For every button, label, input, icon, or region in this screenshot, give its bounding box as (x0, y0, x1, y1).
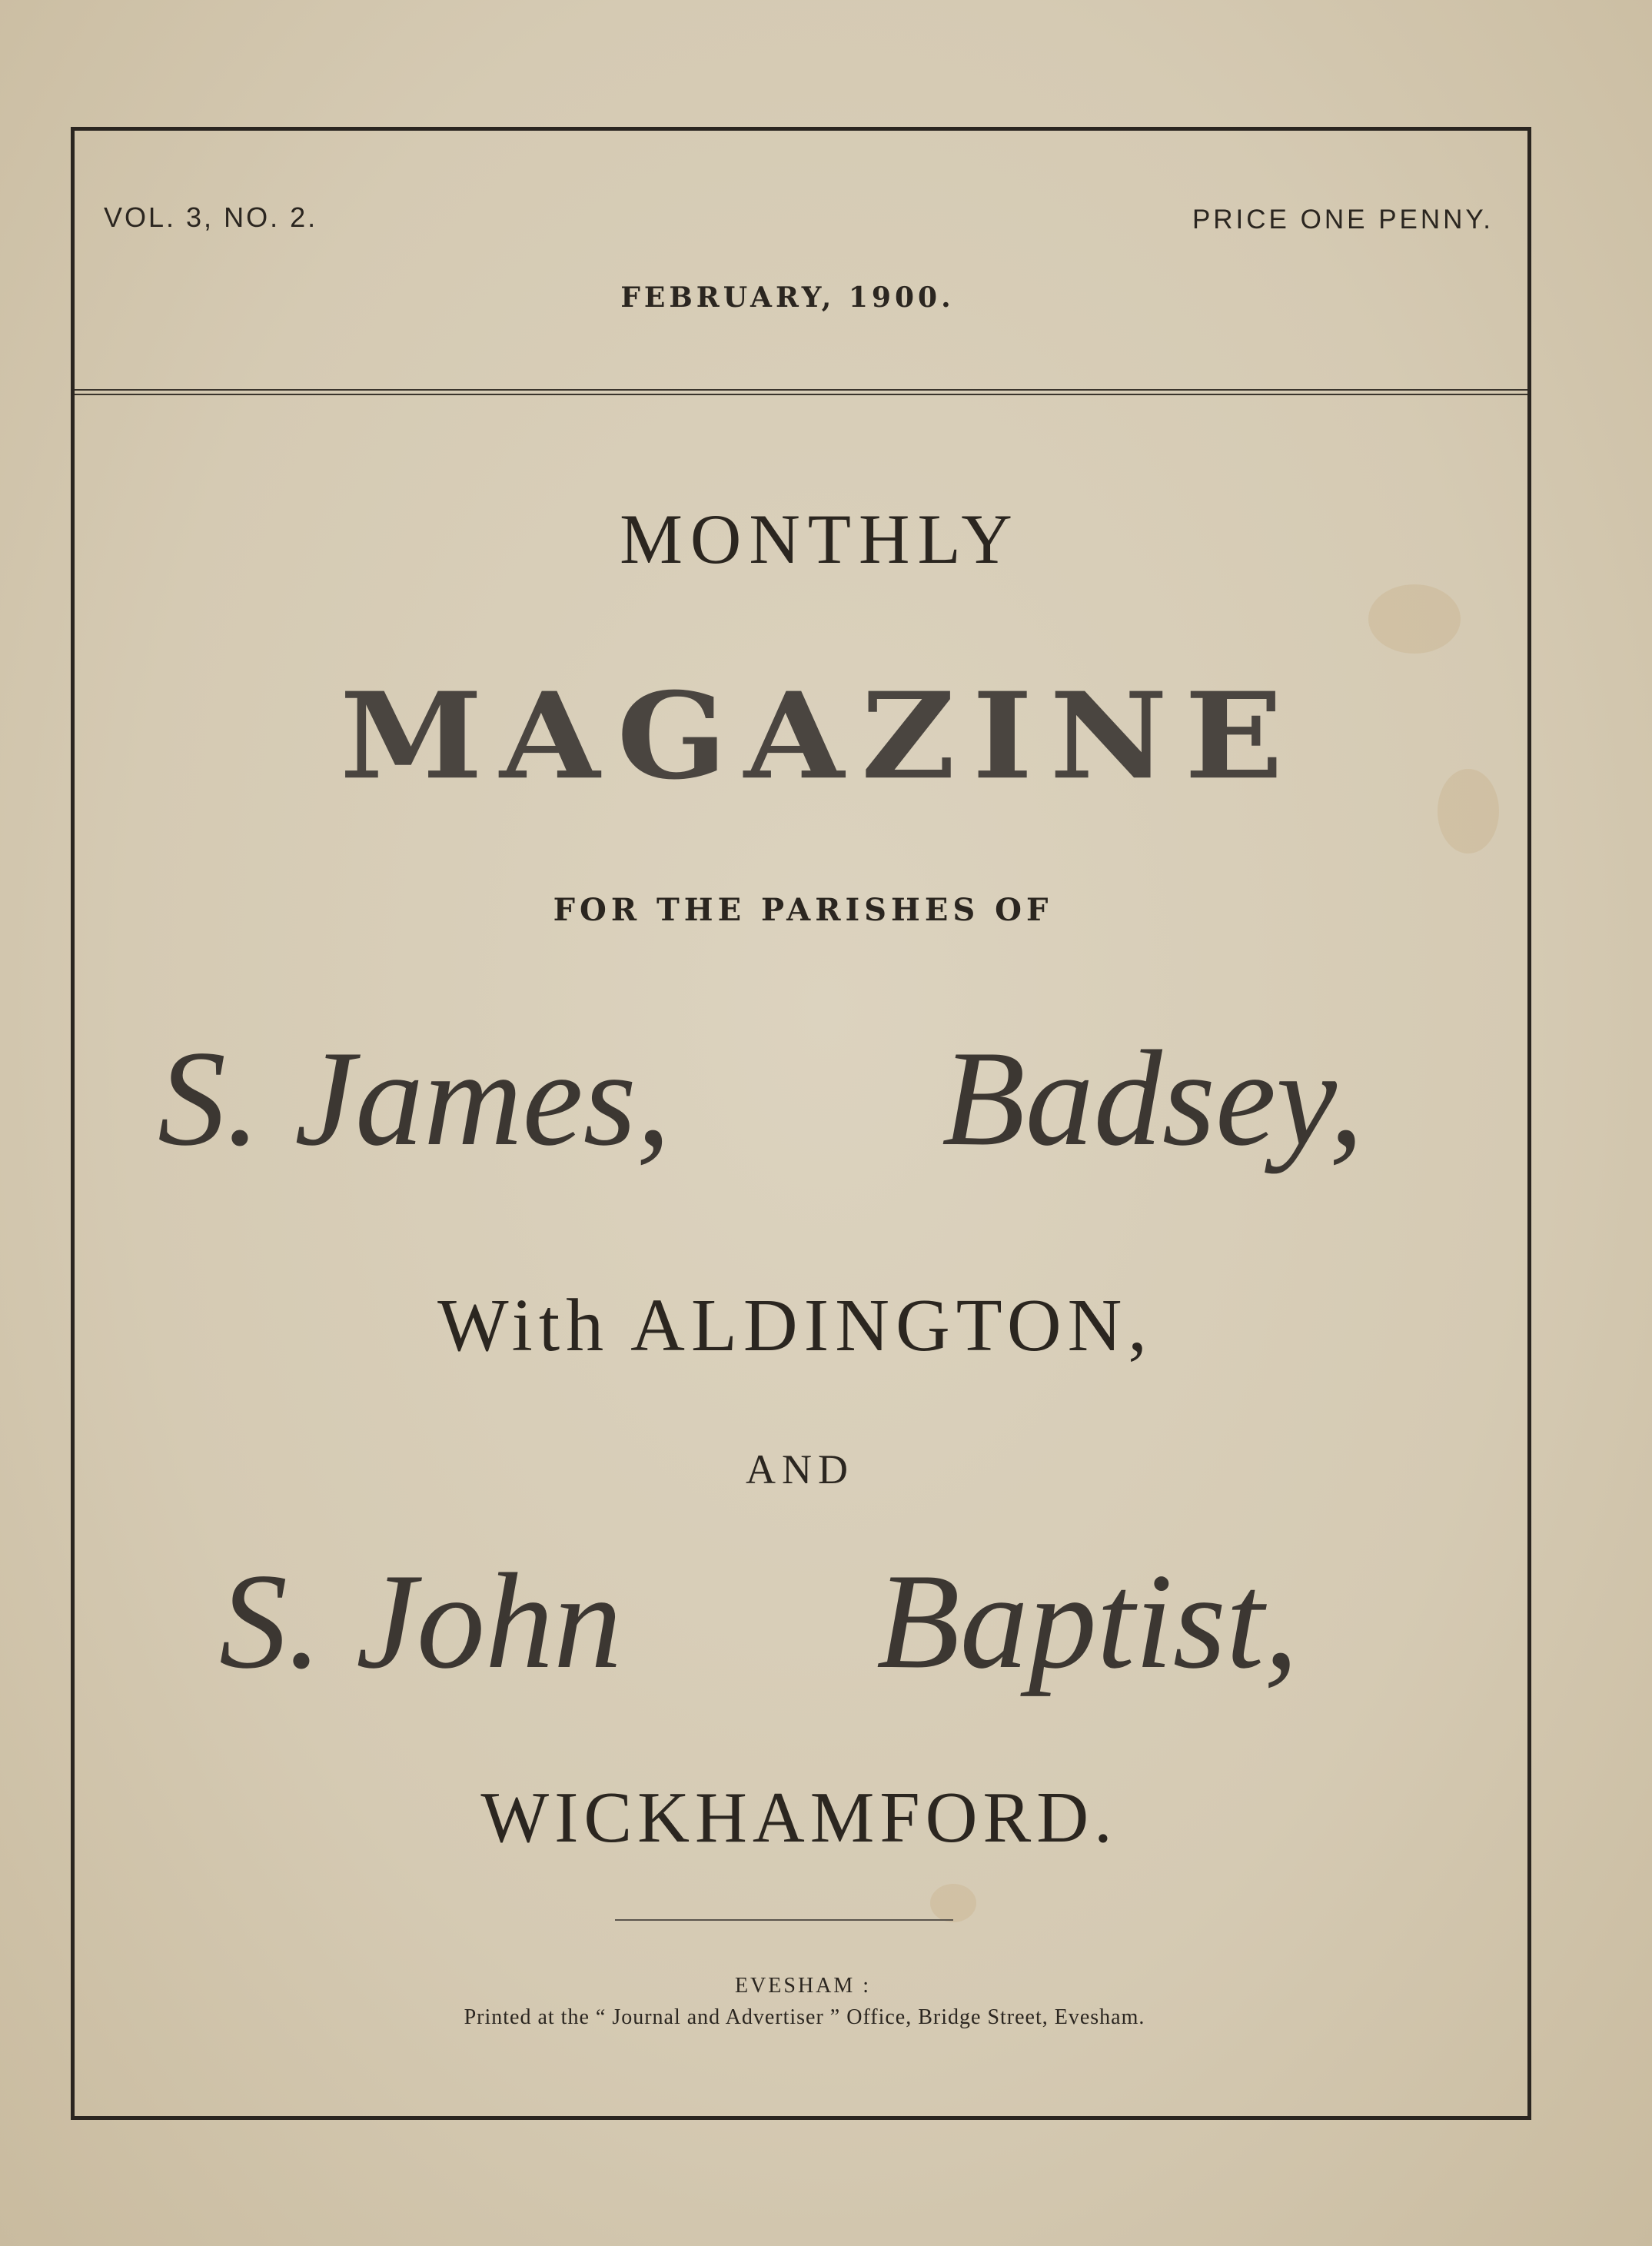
for-parishes-line: FOR THE PARISHES OF (553, 892, 1053, 928)
parish-saint-john: S. John (219, 1545, 623, 1697)
title-monthly: MONTHLY (620, 500, 1020, 578)
with-aldington-line: With ALDINGTON, (437, 1284, 1153, 1367)
volume-number: VOL. 3, NO. 2. (104, 201, 318, 233)
parish-baptist: Baptist, (876, 1545, 1298, 1697)
price-label: PRICE ONE PENNY. (1192, 205, 1494, 235)
wickhamford-line: WICKHAMFORD. (480, 1778, 1118, 1858)
parish-badsey: Badsey, (942, 1022, 1364, 1174)
imprint-town: EVESHAM : (734, 1974, 872, 1998)
issue-date: FEBRUARY, 1900. (620, 281, 955, 314)
header-double-rule (75, 389, 1527, 395)
parish-saint-james: S. James, (158, 1022, 671, 1174)
title-magazine: MAGAZINE (340, 665, 1300, 807)
imprint-rule (615, 1919, 953, 1921)
and-line: AND (746, 1446, 854, 1492)
imprint-printer: Printed at the “ Journal and Advertiser ” Office, Bridge Street, Evesham. (464, 2005, 1145, 2029)
